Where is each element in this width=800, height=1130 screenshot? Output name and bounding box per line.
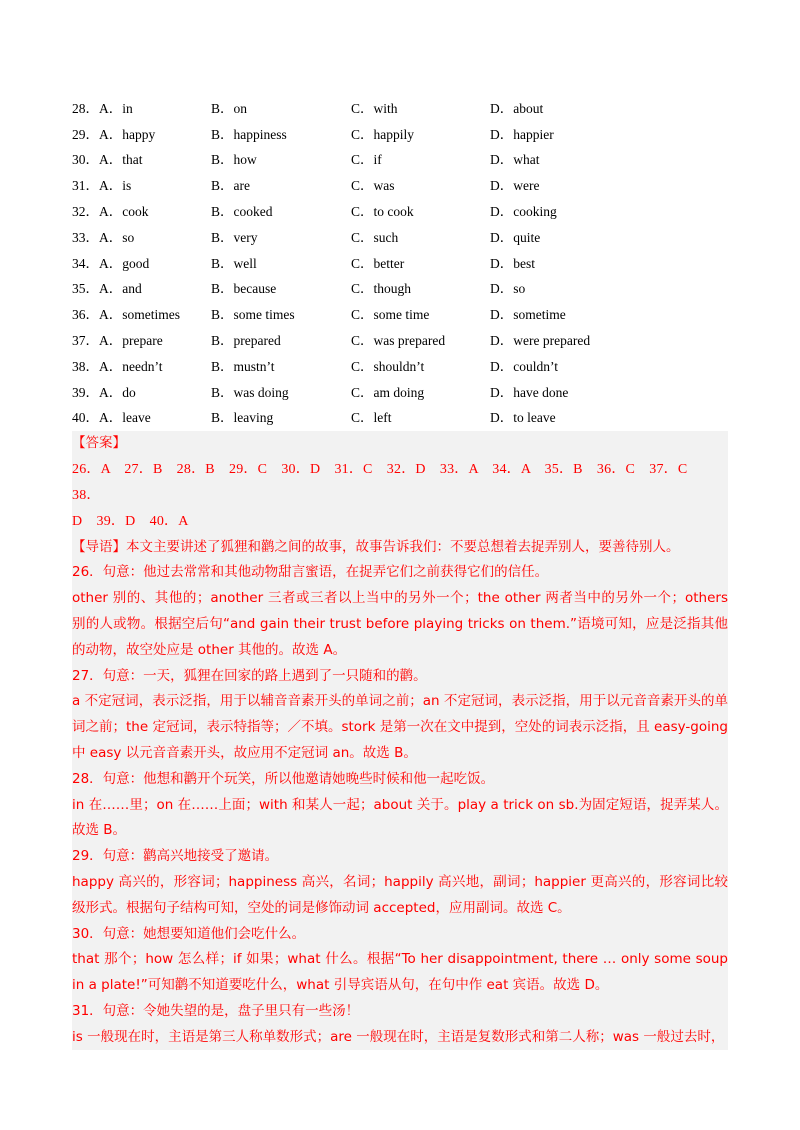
option-b: B．leaving	[211, 410, 274, 426]
option-b: B．cooked	[211, 204, 273, 220]
question-number: 40．	[72, 410, 99, 426]
option-d: D．couldn’t	[490, 358, 558, 374]
option-c: C．happily	[351, 126, 414, 142]
option-b: B．happiness	[211, 126, 287, 142]
option-a: 37．A．prepare	[72, 333, 163, 349]
question-row	[72, 378, 728, 404]
question-number: 32．	[72, 204, 99, 220]
option-a: 36．A．sometimes	[72, 307, 180, 323]
option-c: C．was prepared	[351, 333, 446, 349]
question-number: 39．	[72, 384, 99, 400]
option-a: 33．A．so	[72, 229, 135, 245]
option-a: 39．A．do	[72, 384, 136, 400]
option-c: C．to cook	[351, 204, 414, 220]
option-a: 32．A．cook	[72, 204, 149, 220]
option-b: B．are	[211, 178, 250, 194]
option-a: 29．A．happy	[72, 126, 156, 142]
option-d: D．have done	[490, 384, 569, 400]
sentence-meaning: 27．句意：一天，狐狸在回家的路上遇到了一只随和的鹳。	[72, 667, 427, 684]
option-b: B．because	[211, 281, 277, 297]
question-number: 28．	[72, 100, 99, 116]
question-number: 29．	[72, 126, 99, 142]
document-page	[72, 94, 728, 1050]
question-number: 31．	[72, 178, 99, 194]
option-b: B．was doing	[211, 384, 289, 400]
option-c: C．shouldn’t	[351, 358, 425, 374]
option-d: D．what	[490, 152, 540, 168]
question-number: 37．	[72, 333, 99, 349]
explanation-text: that 那个；how 怎么样；if 如果；what 什么。根据“To her disappointment, there … only some soup in a plate!”可知鹳不知道要吃什么，what 引导宾语从句，在句中作 eat 宾语。故选 D。	[72, 951, 728, 994]
option-b: B．some times	[211, 307, 295, 323]
options-list	[72, 94, 728, 429]
option-d: D．about	[490, 100, 544, 116]
question-row	[72, 249, 728, 275]
option-c: C．some time	[351, 307, 430, 323]
sentence-meaning: 31．句意：令她失望的是，盘子里只有一些汤！	[72, 1002, 360, 1019]
question-row	[72, 352, 728, 378]
question-row	[72, 197, 728, 223]
explanation-text: is 一般现在时，主语是第三人称单数形式；are 一般现在时，主语是复数形式和第二人称；was 一般过去时，	[72, 1028, 725, 1045]
option-c: C．though	[351, 281, 412, 297]
question-row	[72, 94, 728, 120]
option-c: C．if	[351, 152, 382, 168]
question-row	[72, 275, 728, 301]
option-d: D．cooking	[490, 204, 557, 220]
sentence-meaning: 29．句意：鹳高兴地接受了邀请。	[72, 848, 279, 865]
question-number: 34．	[72, 255, 99, 271]
option-d: D．sometime	[490, 307, 566, 323]
option-c: C．such	[351, 229, 399, 245]
answer-key-line: D 39．D 40．A	[72, 513, 189, 529]
question-number: 38．	[72, 358, 99, 374]
explanation-text: a 不定冠词，表示泛指，用于以辅音音素开头的单词之前；an 不定冠词，表示泛指，用于以元音音素开头的单词之前；the 定冠词，表示特指等；／不填。stork 是第一次在文中提到，空处的词表示泛指，且 easy-going 中 easy 以元音音素开头，故应用不定冠词 an。故选 B。	[72, 693, 728, 761]
option-a: 34．A．good	[72, 255, 150, 271]
sentence-meaning: 26．句意：他过去常常和其他动物甜言蜜语，在捉弄它们之前获得它们的信任。	[72, 564, 549, 581]
question-number: 30．	[72, 152, 99, 168]
question-number: 35．	[72, 281, 99, 297]
question-row	[72, 326, 728, 352]
guide-text: 【导语】本文主要讲述了狐狸和鹳之间的故事，故事告诉我们：不要总想着去捉弄别人，要善待别人。	[72, 538, 680, 555]
sentence-meaning: 28．句意：他想和鹳开个玩笑，所以他邀请她晚些时候和他一起吃饭。	[72, 770, 495, 787]
explanation-text: other 别的、其他的；another 三者或三者以上当中的另外一个；the other 两者当中的另外一个；others 别的人或物。根据空后句“and gain their trust before playing tricks on them.”语境可知，应是泛指其他的动物，故空处应是 other 其他的。故选 A。	[72, 590, 728, 658]
option-b: B．well	[211, 255, 257, 271]
option-b: B．how	[211, 152, 257, 168]
question-row	[72, 120, 728, 146]
sentence-meaning: 30．句意：她想要知道他们会吃什么。	[72, 925, 306, 942]
explanation-text: happy 高兴的，形容词；happiness 高兴，名词；happily 高兴地，副词；happier 更高兴的，形容词比较级形式。根据句子结构可知，空处的词是修饰动词 accepted，应用副词。故选 C。	[72, 873, 728, 916]
question-row	[72, 223, 728, 249]
question-row	[72, 146, 728, 172]
option-d: D．were	[490, 178, 540, 194]
question-row	[72, 300, 728, 326]
option-b: B．prepared	[211, 333, 281, 349]
option-b: B．on	[211, 100, 248, 116]
option-c: C．left	[351, 410, 392, 426]
option-c: C．am doing	[351, 384, 425, 400]
option-a: 38．A．needn’t	[72, 358, 163, 374]
option-b: B．mustn’t	[211, 358, 275, 374]
option-d: D．best	[490, 255, 535, 271]
question-number: 33．	[72, 229, 99, 245]
option-a: 40．A．leave	[72, 410, 151, 426]
answer-explanation	[72, 431, 728, 1050]
explanation-text: in 在……里；on 在……上面；with 和某人一起；about 关于。play a trick on sb.为固定短语，捉弄某人。故选 B。	[72, 796, 728, 839]
option-d: D．to leave	[490, 410, 556, 426]
question-number: 36．	[72, 307, 99, 323]
option-a: 31．A．is	[72, 178, 132, 194]
question-row	[72, 171, 728, 197]
answer-key-line: 26．A 27．B 28．B 29．C 30．D 31．C 32．D 33．A 34．A 35．B 36．C 37．C 38．	[72, 462, 702, 503]
option-a: 30．A．that	[72, 152, 143, 168]
option-d: D．so	[490, 281, 526, 297]
question-row	[72, 404, 728, 430]
option-c: C．with	[351, 100, 398, 116]
option-c: C．better	[351, 255, 405, 271]
option-a: 28．A．in	[72, 100, 133, 116]
option-c: C．was	[351, 178, 395, 194]
option-d: D．quite	[490, 229, 541, 245]
option-d: D．were prepared	[490, 333, 591, 349]
option-b: B．very	[211, 229, 258, 245]
option-d: D．happier	[490, 126, 554, 142]
option-a: 35．A．and	[72, 281, 142, 297]
answer-heading: 【答案】	[72, 435, 126, 452]
